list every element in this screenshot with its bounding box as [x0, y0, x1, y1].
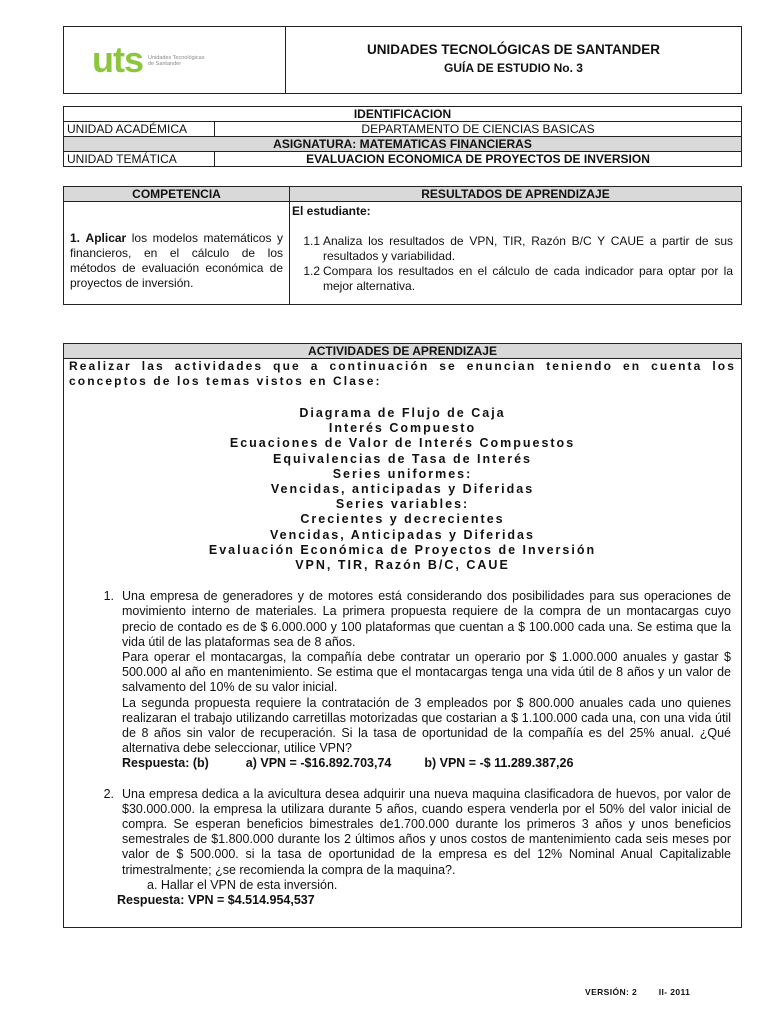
topic-item: Equivalencias de Tasa de Interés — [273, 451, 532, 466]
result-item — [292, 264, 733, 294]
topic-item: Ecuaciones de Valor de Interés Compuestos — [229, 436, 576, 451]
results-cell — [290, 202, 742, 305]
problem-body — [122, 787, 731, 893]
topic-item: Series variables: — [335, 497, 470, 512]
competence-header: COMPETENCIA — [64, 187, 290, 202]
problem-paragraph: La segunda propuesta requiere la contratación de 3 empleados por $ 800.000 anuales cada uno quienes realizaran el trabajo utilizando carretillas motorizadas que costarian a $ 1.100.000 cada una, con una vida útil de 8 años sin valor de recuperación. Si la tasa de oportunidad de la compañía es del 25% anual. ¿Qué alternativa debe seleccionar, utilice VPN? — [122, 695, 731, 756]
topic-item: Evaluación Económica de Proyectos de Inversión — [208, 542, 597, 557]
uts-logo: uts — [92, 39, 143, 80]
answer-label: Respuesta: (b) — [122, 756, 209, 771]
version-footer — [585, 987, 690, 997]
identification-title: IDENTIFICACION — [64, 107, 742, 122]
activities-title: ACTIVIDADES DE APRENDIZAJE — [64, 344, 741, 359]
problem-1 — [64, 589, 741, 771]
problem-paragraph: Una empresa de generadores y de motores está considerando dos posibilidades para sus operaciones de movimiento interno de materiales. La primera propuesta requiere de la compra de un montacargas cuyo precio de contado es de $ 6.000.000 y 100 plataformas que cuentan a $ 100.000 cada una. Se estima que la vida útil de las plataformas sea de 8 años. — [122, 589, 731, 649]
topic-item: Interés Compuesto — [328, 421, 477, 436]
logo-cell — [64, 27, 286, 93]
problem-number: 1. — [103, 589, 114, 604]
competence-text: los modelos matemáticos y financieros, en el cálculo de los métodos de evaluación económica de proyectos de inversión. — [70, 231, 283, 290]
theme-value: EVALUACION ECONOMICA DE PROYECTOS DE INVERSION — [215, 152, 742, 167]
result-text: Compara los resultados en el cálculo de cada indicador para optar por la mejor alternativa. — [323, 264, 733, 293]
topic-item: Vencidas, Anticipadas y Diferidas — [270, 527, 535, 542]
competence-table — [63, 186, 742, 305]
topics-list — [64, 406, 741, 573]
competence-verb: Aplicar — [85, 231, 127, 245]
problem-paragraph: Una empresa dedica a la avicultura desea adquirir una nueva maquina clasificadora de huevos, por valor de $30.000.000. la empresa la utilizara durante 5 años, cuando espera venderla por el 50% del valor inicial de compra. Se esperan beneficios bimestrales de1.700.000 durante los primeros 3 años y unos beneficios semestrales de $1.800.000 durante los 2 últimos años y unos costos de mantenimiento cada seis meses por valor de $ 500.000. si la tasa de oportunidad de la empresa es del 12% Nominal Anual Capitalizable trimestralmente; ¿se recomienda la compra de la maquina?. — [122, 786, 731, 877]
activities-section — [63, 343, 742, 928]
result-item — [292, 234, 733, 264]
competence-number: 1. — [70, 231, 81, 245]
identification-table — [63, 106, 742, 167]
problem-paragraph: Para operar el montacargas, la compañía debe contratar un operario por $ 1.000.000 anuales y gastar $ 500.000 al año en mantenimiento. Se estima que el montacargas tenga una vida útil de 8 años y un valor de salvamento del 10% de su valor inicial. — [122, 650, 731, 695]
problem-2 — [64, 787, 741, 893]
problem-2-answer: Respuesta: VPN = $4.514.954,537 — [117, 893, 315, 908]
unit-label: UNIDAD ACADÉMICA — [64, 122, 215, 137]
competence-cell — [64, 202, 290, 305]
problem-number: 2. — [103, 786, 114, 801]
topic-item: Series uniformes: — [332, 466, 473, 481]
activities-intro: Realizar las actividades que a continuación se enuncian teniendo en cuenta los conceptos de los temas vistos en Clase: — [69, 359, 736, 388]
answer-b: b) VPN = -$ 11.289.387,26 — [424, 756, 574, 771]
logo-subtext: Unidades Tecnológicas de Santander — [148, 55, 205, 67]
problem-answer — [122, 756, 731, 771]
problem-body — [122, 589, 731, 771]
result-number: 1.1 — [303, 234, 320, 248]
topic-item: Diagrama de Flujo de Caja — [299, 406, 506, 420]
topic-item: Vencidas, anticipadas y Diferidas — [270, 482, 535, 497]
topic-item: Crecientes y decrecientes — [300, 512, 505, 527]
subject-row: ASIGNATURA: MATEMATICAS FINANCIERAS — [64, 137, 742, 152]
period-label: II- 2011 — [658, 987, 691, 997]
student-label: El estudiante: — [292, 204, 371, 218]
result-text: Analiza los resultados de VPN, TIR, Razón B/C Y CAUE a partir de sus resultados y variabilidad. — [323, 234, 733, 263]
document-header — [63, 26, 742, 94]
unit-value: DEPARTAMENTO DE CIENCIAS BASICAS — [215, 122, 742, 137]
result-number: 1.2 — [303, 264, 320, 278]
results-header: RESULTADOS DE APRENDIZAJE — [290, 187, 742, 202]
problem-subitem: a. Hallar el VPN de esta inversión. — [147, 877, 338, 892]
theme-label: UNIDAD TEMÁTICA — [64, 152, 215, 167]
topic-item: VPN, TIR, Razón B/C, CAUE — [295, 558, 510, 573]
guide-title: GUÍA DE ESTUDIO No. 3 — [444, 61, 583, 75]
header-titles — [286, 27, 741, 93]
version-label: VERSIÓN: 2 — [585, 987, 638, 997]
institution-name: UNIDADES TECNOLÓGICAS DE SANTANDER — [366, 42, 660, 57]
answer-a: a) VPN = -$16.892.703,74 — [245, 756, 392, 771]
